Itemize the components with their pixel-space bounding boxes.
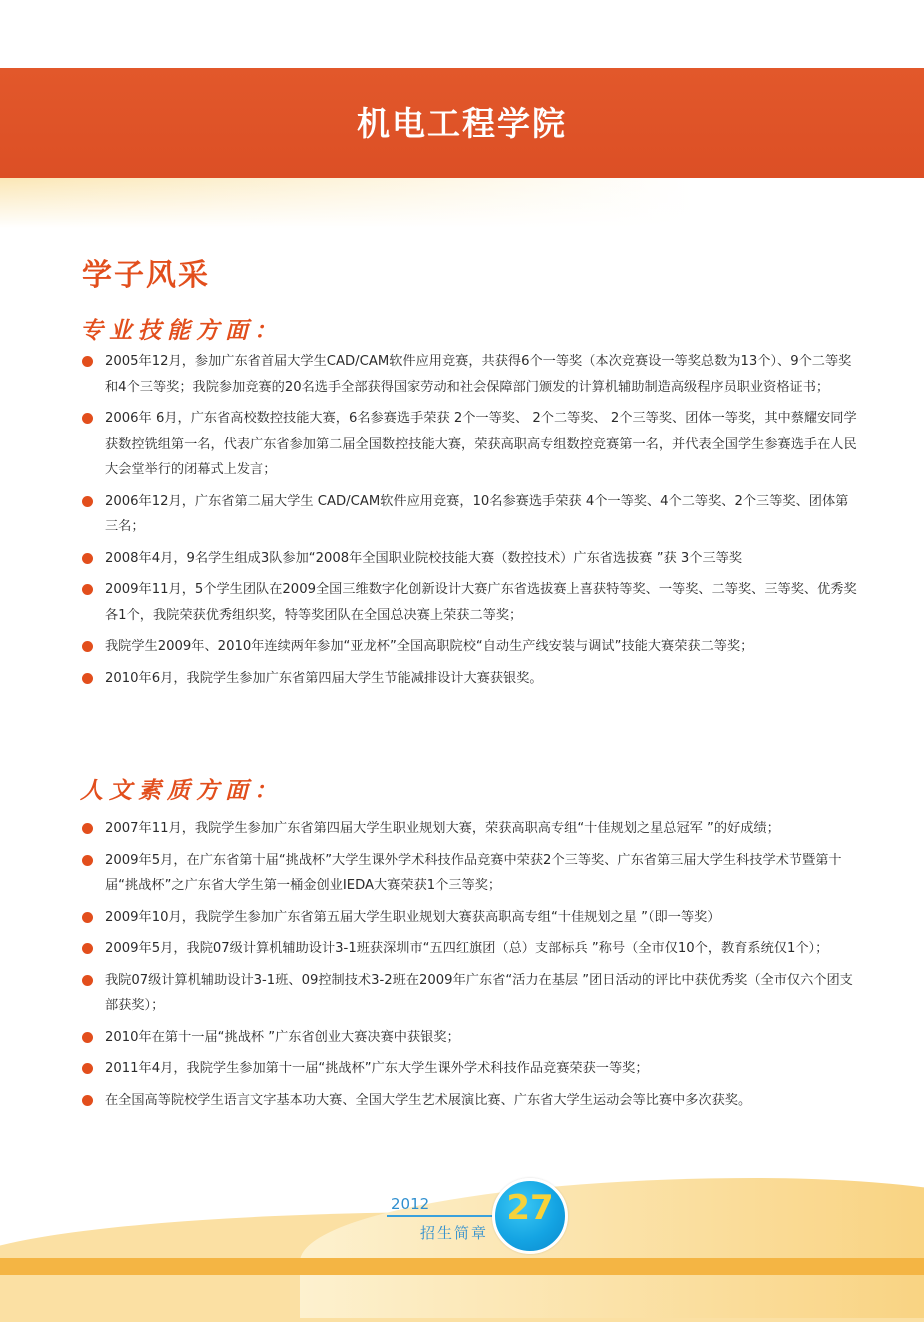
humanities-heading: 人文素质方面： — [80, 777, 283, 804]
list-item — [80, 1088, 860, 1114]
humanities-list — [80, 816, 860, 1119]
list-item-text: 2009年5月，在广东省第十届“挑战杯”大学生课外学术科技作品竞赛中荣获2个三等奖、广东省第三届大学生科技学术节暨第十届“挑战杯”之广东省大学生第一桶金创业IEDA大赛荣获1个三等奖； — [105, 852, 842, 893]
list-item-text: 在全国高等院校学生语言文字基本功大赛、全国大学生艺术展演比赛、广东省大学生运动会等比赛中多次获奖。 — [105, 1092, 752, 1108]
list-item-text: 2010年6月，我院学生参加广东省第四届大学生节能减排设计大赛获银奖。 — [105, 670, 543, 686]
list-item-text: 2009年10月，我院学生参加广东省第五届大学生职业规划大赛获高职高专组“十佳规划之星 ”（即一等奖） — [105, 909, 721, 925]
list-item — [80, 968, 860, 1019]
bullet-icon — [82, 496, 93, 507]
footer-year: 2012 — [391, 1195, 430, 1213]
list-item — [80, 546, 860, 572]
list-item — [80, 1025, 860, 1051]
list-item — [80, 1056, 860, 1082]
list-item — [80, 666, 860, 692]
bullet-icon — [82, 1063, 93, 1074]
list-item — [80, 489, 860, 540]
list-item-text: 2007年11月，我院学生参加广东省第四届大学生职业规划大赛，荣获高职高专组“十佳规划之星总冠军 ”的好成绩； — [105, 821, 780, 836]
list-item — [80, 406, 860, 483]
list-item — [80, 349, 860, 400]
list-item-text: 2006年12月，广东省第二届大学生 CAD/CAM软件应用竞赛，10名参赛选手荣获 4个一等奖、4个二等奖、2个三等奖、团体第三名； — [105, 493, 849, 534]
bullet-icon — [82, 356, 93, 367]
list-item-text: 2010年在第十一届“挑战杯 ”广东省创业大赛决赛中获银奖； — [105, 1029, 460, 1045]
list-item-text: 我院学生2009年、2010年连续两年参加“亚龙杯”全国高职院校“自动生产线安装与调试”技能大赛荣获二等奖； — [105, 639, 754, 654]
list-item-text: 2011年4月，我院学生参加第十一届“挑战杯”广东大学生课外学术科技作品竞赛荣获一等奖； — [105, 1061, 649, 1076]
bullet-icon — [82, 975, 93, 986]
list-item-text: 我院07级计算机辅助设计3-1班、09控制技术3-2班在2009年广东省“活力在基层 ”团日活动的评比中获优秀奖（全市仅六个团支部获奖）； — [105, 972, 853, 1013]
list-item — [80, 848, 860, 899]
list-item — [80, 577, 860, 628]
bullet-icon — [82, 943, 93, 954]
footer-bar — [0, 1258, 924, 1275]
bullet-icon — [82, 912, 93, 923]
bullet-icon — [82, 1095, 93, 1106]
bullet-icon — [82, 1032, 93, 1043]
list-item — [80, 634, 860, 660]
bullet-icon — [82, 413, 93, 424]
list-item-text: 2009年11月，5个学生团队在2009全国三维数字化创新设计大赛广东省选拔赛上喜获特等奖、一等奖、二等奖、三等奖、优秀奖各1个，我院荣获优秀组织奖，特等奖团队在全国总决赛上荣获二等奖； — [105, 582, 857, 623]
section-title: 学子风采 — [82, 258, 210, 293]
skills-heading: 专业技能方面： — [80, 317, 283, 344]
list-item-text: 2006年 6月，广东省高校数控技能大赛，6名参赛选手荣获 2个一等奖、 2个二等奖、 2个三等奖、团体一等奖，其中蔡耀安同学获数控铣组第一名，代表广东省参加第二届全国数控技能大赛，荣获高职高专组数控竞赛第一名，并代表全国学生参赛选手在人民大会堂举行的闭幕式上发言； — [105, 411, 857, 477]
list-item — [80, 816, 860, 842]
bullet-icon — [82, 553, 93, 564]
list-item-text: 2008年4月，9名学生组成3队参加“2008年全国职业院校技能大赛（数控技术）广东省选拔赛 ”获 3个三等奖 — [105, 550, 743, 566]
page-number: 27 — [506, 1188, 554, 1228]
list-item-text: 2005年12月，参加广东省首届大学生CAD/CAM软件应用竞赛，共获得6个一等奖（本次竞赛设一等奖总数为13个）、9个二等奖和4个三等奖；我院参加竞赛的20名选手全部获得国家劳动和社会保障部门颁发的计算机辅助制造高级程序员职业资格证书； — [105, 354, 852, 395]
skills-list — [80, 349, 860, 697]
page-title: 机电工程学院 — [357, 104, 567, 143]
list-item — [80, 936, 860, 962]
header-glow-decoration — [0, 178, 924, 228]
list-item — [80, 905, 860, 931]
bullet-icon — [82, 641, 93, 652]
list-item-text: 2009年5月，我院07级计算机辅助设计3-1班获深圳市“五四红旗团（总）支部标兵 ”称号（全市仅10个，教育系统仅1个）； — [105, 941, 829, 956]
footer-label: 招生简章 — [420, 1224, 489, 1242]
bullet-icon — [82, 823, 93, 834]
bullet-icon — [82, 855, 93, 866]
bullet-icon — [82, 673, 93, 684]
bullet-icon — [82, 584, 93, 595]
